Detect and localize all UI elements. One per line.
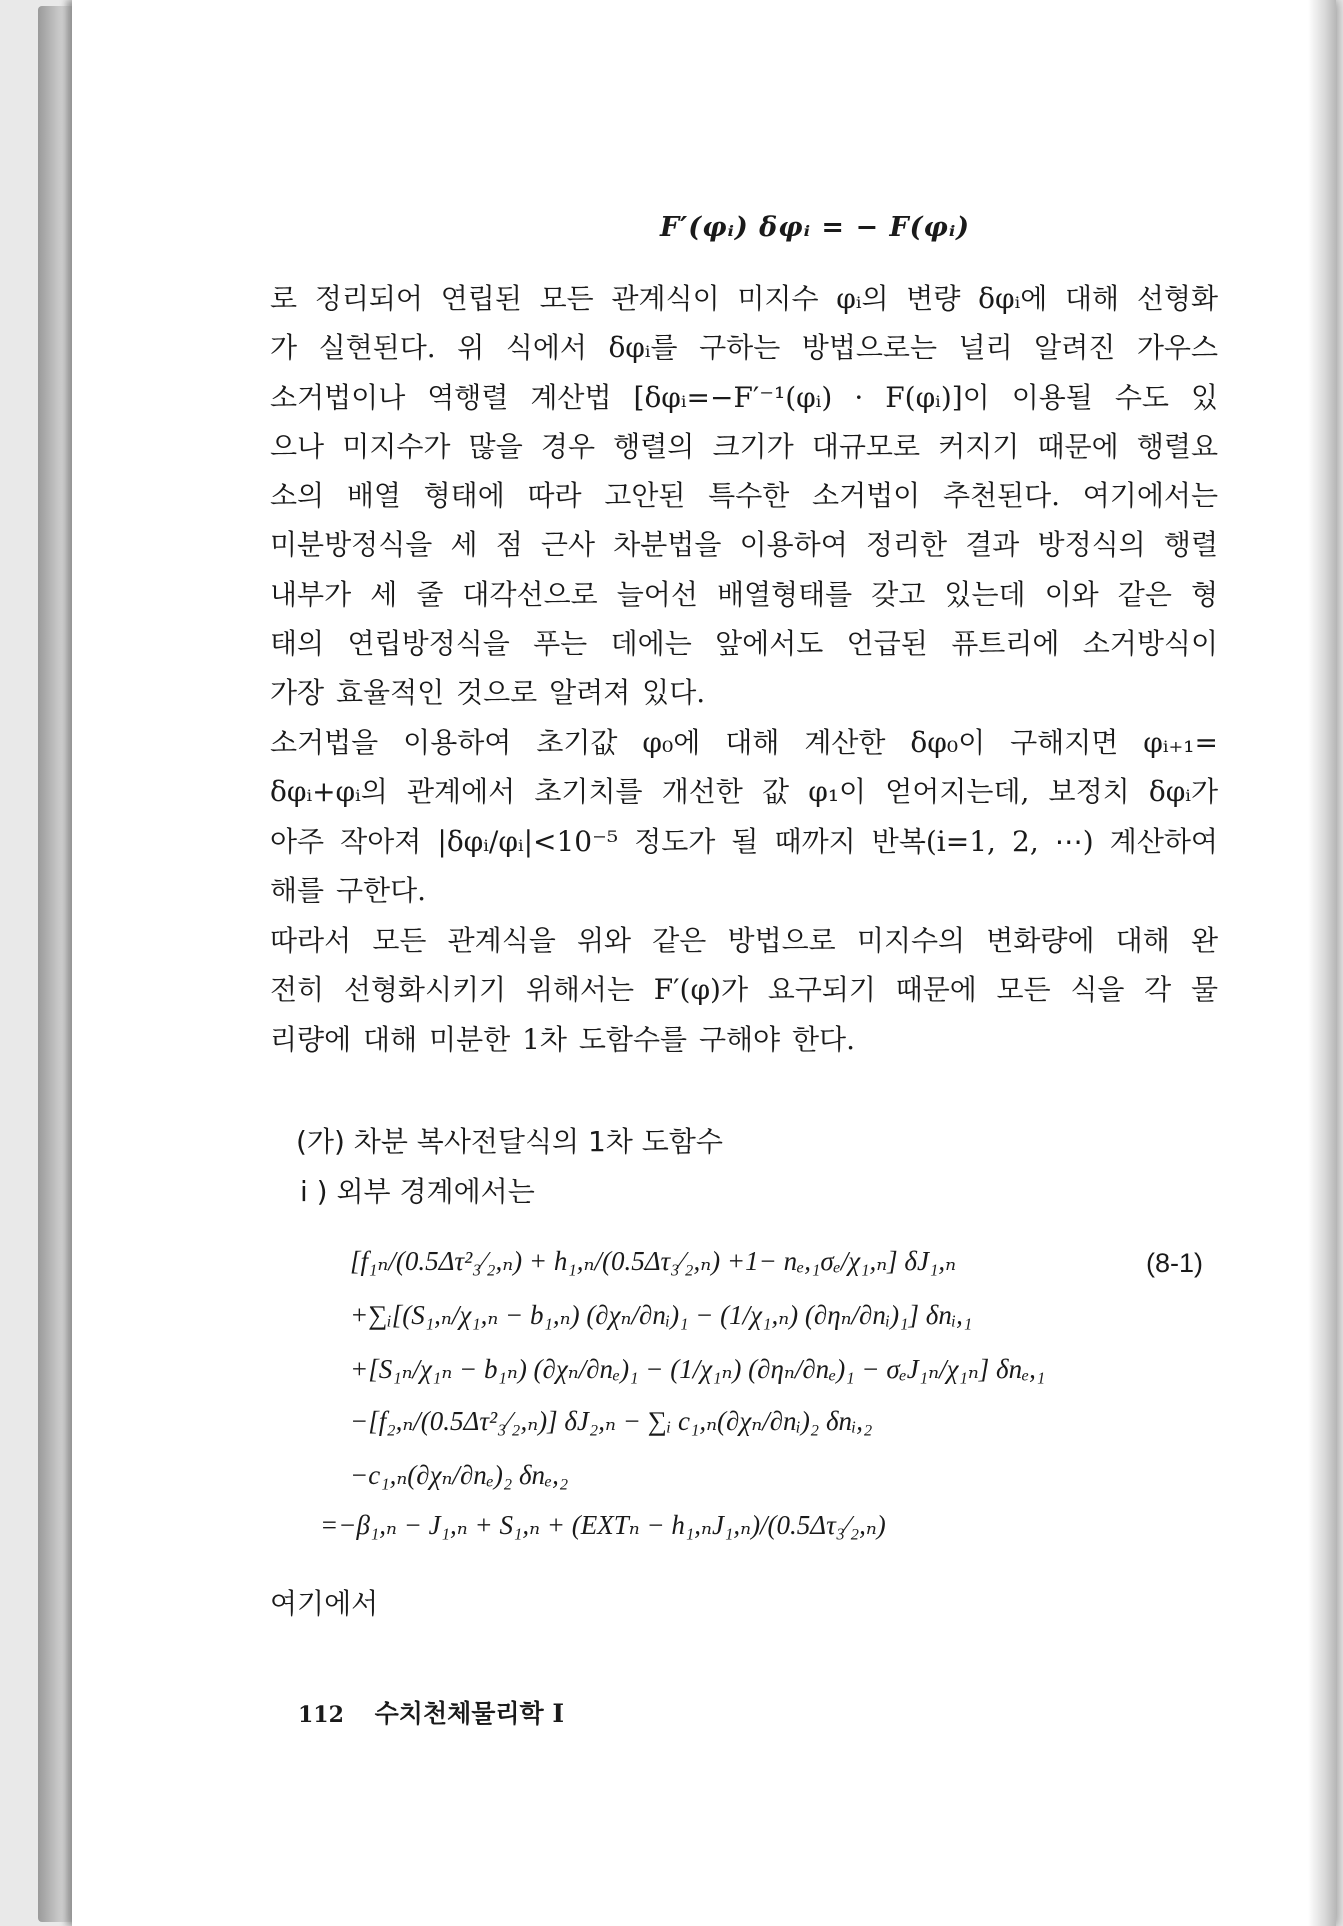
paragraph-line: 로 정리되어 연립된 모든 관계식이 미지수 φᵢ의 변량 δφᵢ에 대해 선형화 <box>270 282 1218 315</box>
paragraph-1 <box>270 274 1218 718</box>
paragraph-line: 리량에 대해 미분한 1차 도함수를 구해야 한다. <box>270 1022 855 1056</box>
equation-line-6: =−β₁,ₙ − J₁,ₙ + S₁,ₙ + (EXTₙ − h₁,ₙJ₁,ₙ)/(0.5Δτ₃⁄₂,ₙ) <box>320 1510 886 1540</box>
page-footer <box>298 1694 564 1730</box>
paragraph-line: 해를 구한다. <box>270 873 427 907</box>
paragraph-line: 따라서 모든 관계식을 위와 같은 방법으로 미지수의 변화량에 대해 완 <box>270 924 1218 957</box>
top-formula: F′(φᵢ) δφᵢ = − F(φᵢ) <box>660 212 971 243</box>
equation-line-4: −[f₂,ₙ/(0.5Δτ²₃⁄₂,ₙ)] δJ₂,ₙ − ∑ᵢ c₁,ₙ(∂χₙ/∂nᵢ)₂ δnᵢ,₂ <box>350 1406 873 1436</box>
page-number: 112 <box>298 1702 344 1728</box>
section-heading: (가) 차분 복사전달식의 1차 도함수 <box>296 1125 723 1158</box>
paragraph-line: δφᵢ+φᵢ의 관계에서 초기치를 개선한 값 φ₁이 얻어지는데, 보정치 δφᵢ가 <box>270 775 1218 809</box>
equation-line-5: −c₁,ₙ(∂χₙ/∂nₑ)₂ δnₑ,₂ <box>350 1460 569 1490</box>
paragraph-line: 가장 효율적인 것으로 알려져 있다. <box>270 676 706 710</box>
paragraph-2 <box>270 718 1218 915</box>
equation-line-3: +[S₁ₙ/χ₁ₙ − b₁ₙ) (∂χₙ/∂nₑ)₁ − (1/χ₁ₙ) (∂ηₙ/∂nₑ)₁ − σₑJ₁ₙ/χ₁ₙ] δnₑ,₁ <box>350 1354 1046 1384</box>
paragraph-line: 가 실현된다. 위 식에서 δφᵢ를 구하는 방법으로는 널리 알려진 가우스 <box>270 331 1218 365</box>
equation-number: (8-1) <box>1146 1248 1204 1278</box>
paragraph-line: 내부가 세 줄 대각선으로 늘어선 배열형태를 갖고 있는데 이와 같은 형 <box>270 577 1218 611</box>
paragraph-line: 태의 연립방정식을 푸는 데에는 앞에서도 언급된 퓨트리에 소거방식이 <box>270 627 1218 661</box>
book-title: 수치천체물리학 Ⅰ <box>374 1699 565 1728</box>
paragraph-line: 전히 선형화시키기 위해서는 F′(φ)가 요구되기 때문에 모든 식을 각 물 <box>270 973 1218 1007</box>
equation-line-1: [f₁ₙ/(0.5Δτ²₃⁄₂,ₙ) + h₁,ₙ/(0.5Δτ₃⁄₂,ₙ) +1− nₑ,₁σₑ/χ₁,ₙ] δJ₁,ₙ <box>350 1246 957 1276</box>
paragraph-line: 으나 미지수가 많을 경우 행렬의 크기가 대규모로 커지기 때문에 행렬요 <box>270 429 1218 463</box>
closing-text: 여기에서 <box>270 1587 379 1620</box>
paragraph-line: 소거법을 이용하여 초기값 φ₀에 대해 계산한 δφ₀이 구해지면 φᵢ₊₁= <box>270 726 1218 759</box>
paragraph-line: 아주 작아져 |δφᵢ/φᵢ|<10⁻⁵ 정도가 될 때까지 반복(i=1, 2, ⋯) 계산하여 <box>270 824 1218 858</box>
paragraph-3 <box>270 916 1218 1064</box>
paragraph-line: 소거법이나 역행렬 계산법 [δφᵢ=−F′⁻¹(φᵢ) · F(φᵢ)]이 이용될 수도 있 <box>270 380 1218 414</box>
equation-line-2: +∑ᵢ[(S₁,ₙ/χ₁,ₙ − b₁,ₙ) (∂χₙ/∂nᵢ)₁ − (1/χ₁,ₙ) (∂ηₙ/∂nᵢ)₁] δnᵢ,₁ <box>350 1300 973 1330</box>
subsection-heading: i ) 외부 경계에서는 <box>300 1175 535 1208</box>
paragraph-line: 소의 배열 형태에 따라 고안된 특수한 소거법이 추천된다. 여기에서는 <box>270 479 1218 513</box>
page-curl-edge <box>1308 0 1336 1926</box>
paragraph-line: 미분방정식을 세 점 근사 차분법을 이용하여 정리한 결과 방정식의 행렬 <box>270 528 1218 562</box>
